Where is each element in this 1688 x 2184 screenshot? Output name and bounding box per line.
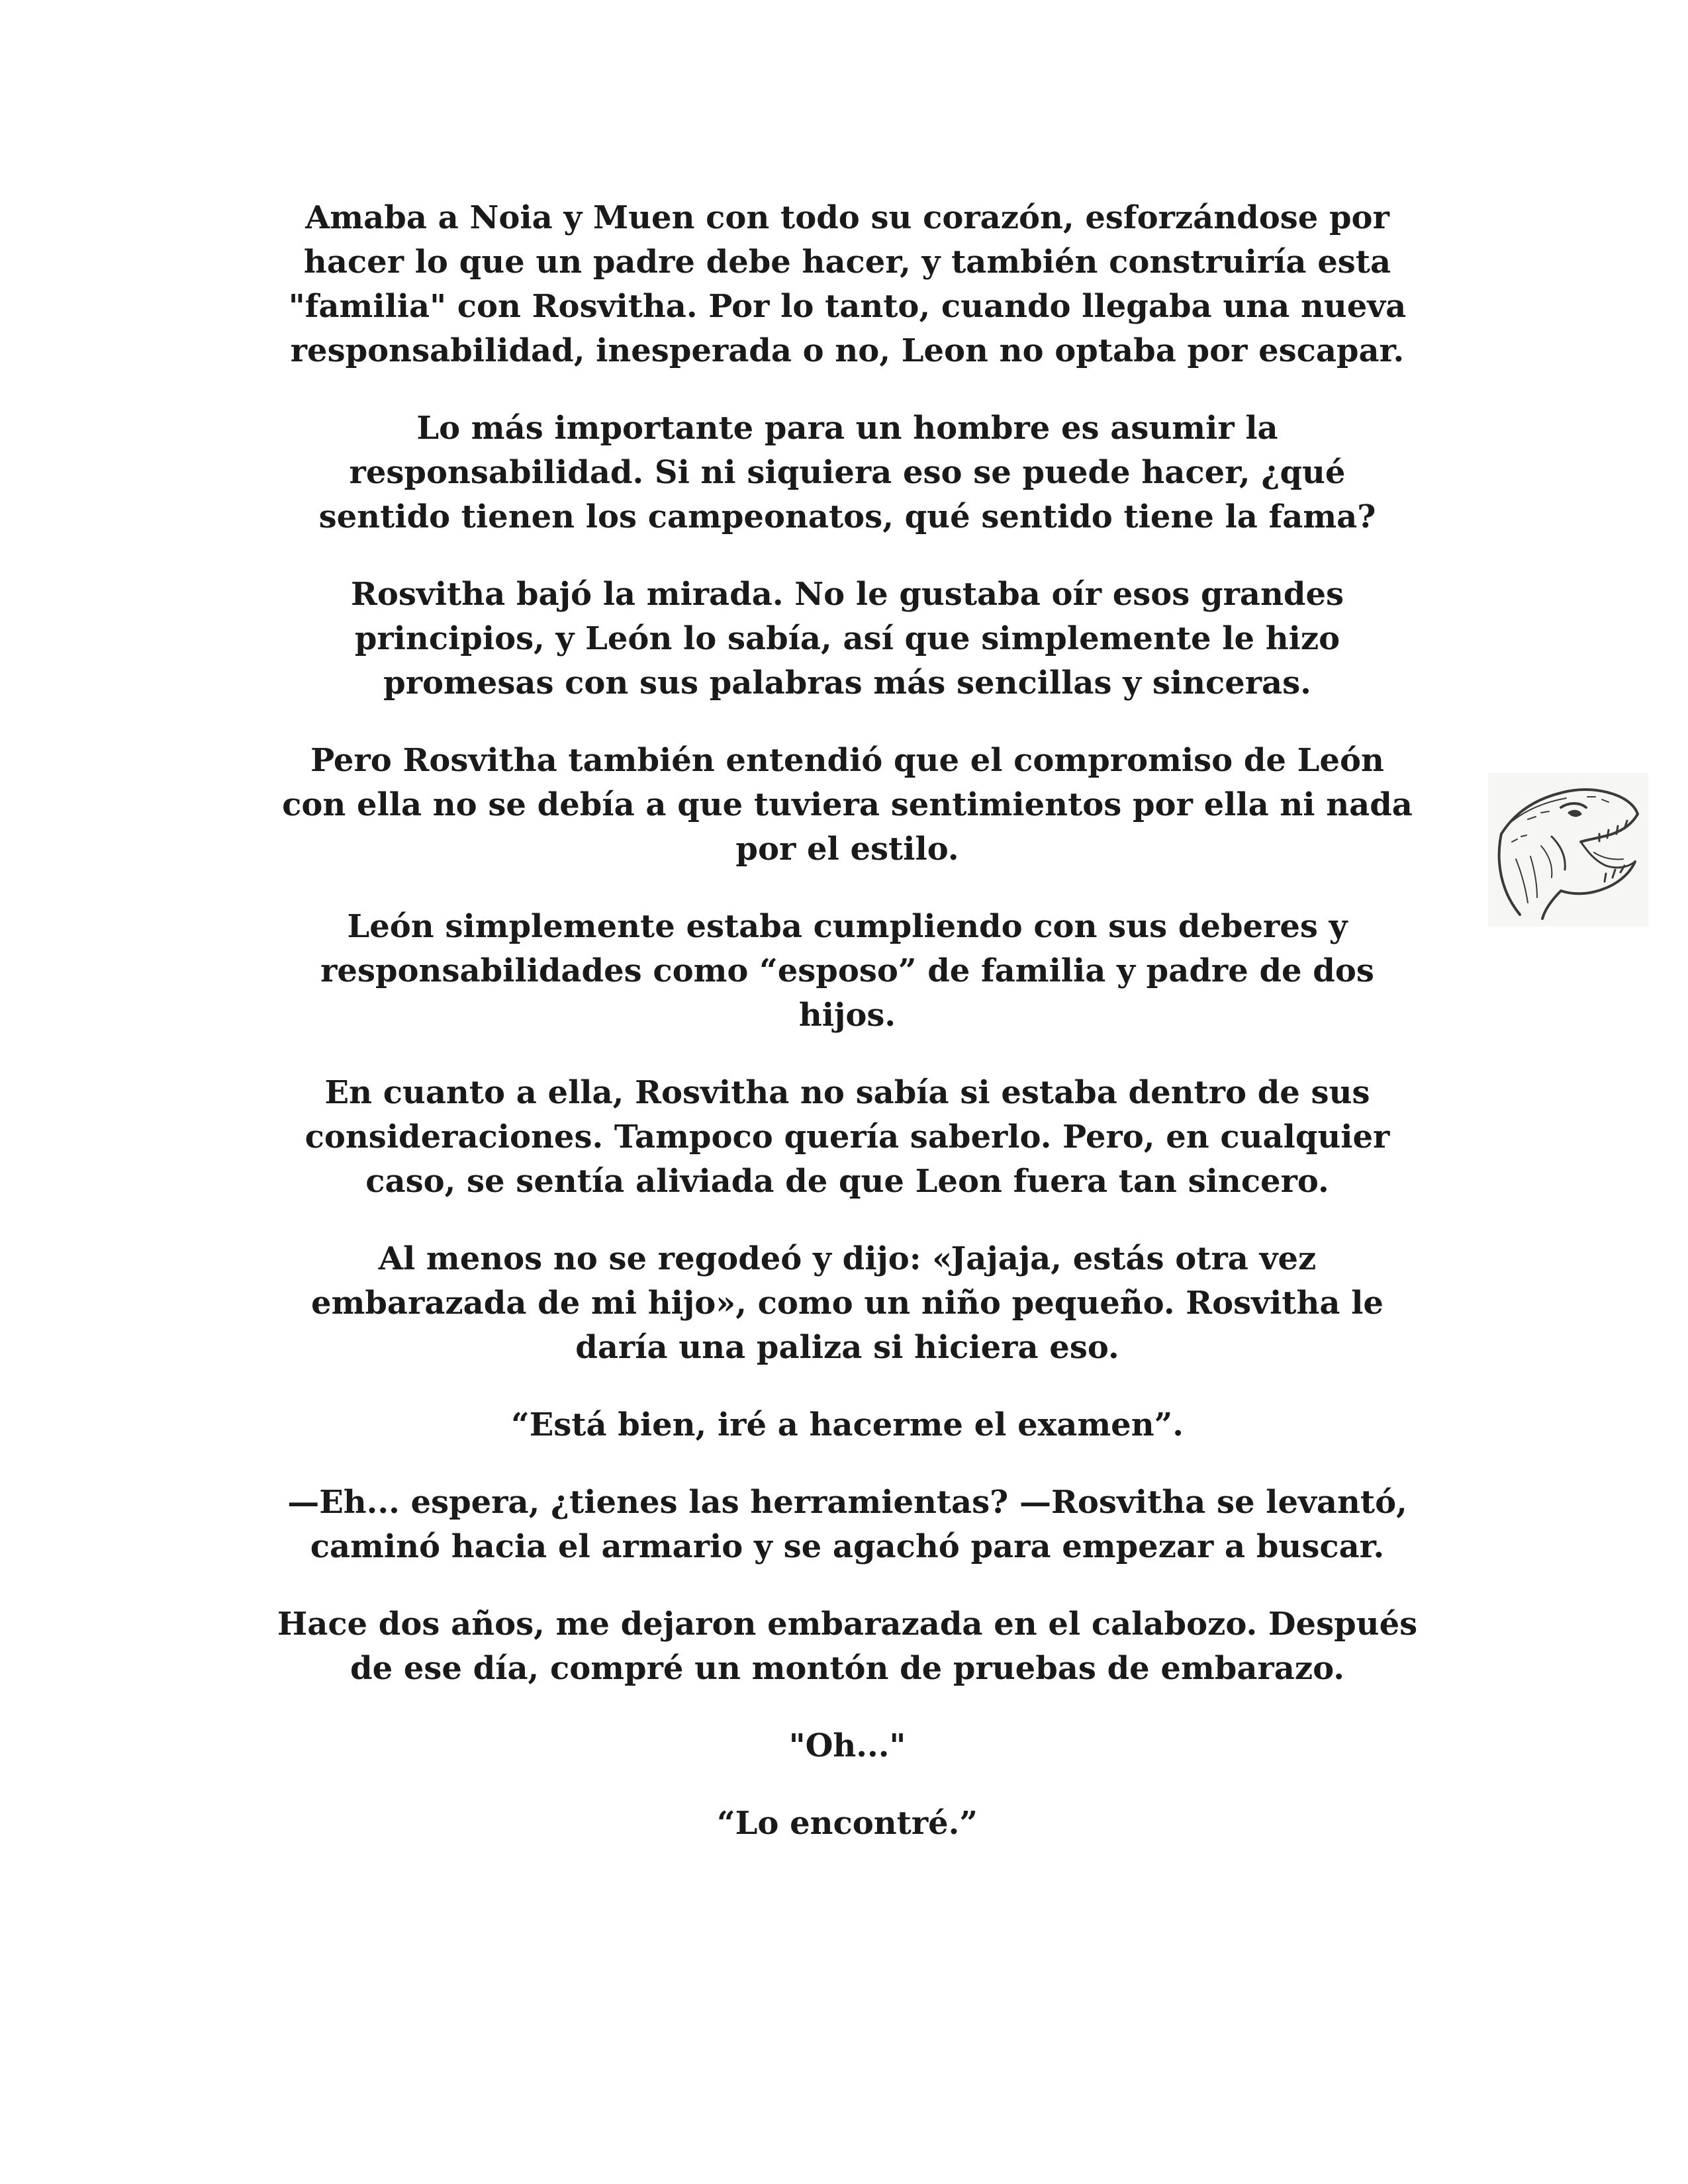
text-line: En cuanto a ella, Rosvitha no sabía si estaba dentro de sus [324, 1074, 1370, 1111]
text-line: Amaba a Noia y Muen con todo su corazón, esforzándose por [305, 199, 1389, 236]
text-line: Al menos no se regodeó y dijo: «Jajaja, estás otra vez [378, 1240, 1317, 1277]
paragraph-7 [218, 1237, 1476, 1370]
paragraph-2 [218, 406, 1476, 539]
text-line: León simplemente estaba cumpliendo con sus deberes y [347, 908, 1348, 945]
story-text [218, 196, 1476, 1879]
text-line: “Lo encontré.” [717, 1805, 978, 1842]
paragraph-11 [218, 1724, 1476, 1768]
text-line: caso, se sentía aliviada de que Leon fuera tan sincero. [365, 1163, 1329, 1200]
text-line: responsabilidad, inesperada o no, Leon no optaba por escapar. [290, 332, 1405, 369]
text-line: consideraciones. Tampoco quería saberlo. Pero, en cualquier [305, 1118, 1390, 1156]
paragraph-1 [218, 196, 1476, 373]
text-line: Pero Rosvitha también entendió que el compromiso de León [310, 742, 1384, 779]
paragraph-8 [218, 1403, 1476, 1447]
text-line: hijos. [798, 997, 896, 1034]
text-line: Hace dos años, me dejaron embarazada en el calabozo. Después [277, 1606, 1418, 1643]
text-line: sentido tienen los campeonatos, qué sentido tiene la fama? [318, 498, 1376, 535]
paragraph-3 [218, 572, 1476, 705]
paragraph-10 [218, 1602, 1476, 1691]
text-line: "Oh..." [788, 1727, 906, 1764]
text-line: Rosvitha bajó la mirada. No le gustaba oír esos grandes [351, 576, 1344, 613]
dinosaur-head-sketch-icon [1488, 773, 1648, 927]
text-line: responsabilidad. Si ni siquiera eso se puede hacer, ¿qué [349, 454, 1346, 491]
text-line: de ese día, compré un montón de pruebas de embarazo. [350, 1650, 1344, 1687]
text-line: por el estilo. [735, 831, 959, 868]
text-line: daría una paliza si hiciera eso. [575, 1329, 1119, 1366]
text-line: Lo más importante para un hombre es asumir la [416, 410, 1278, 447]
paragraph-4 [218, 739, 1476, 872]
text-line: hacer lo que un padre debe hacer, y también construiría esta [303, 244, 1391, 281]
text-line: con ella no se debía a que tuviera sentimientos por ella ni nada [282, 786, 1413, 823]
text-line: responsabilidades como “esposo” de familia y padre de dos [320, 952, 1374, 989]
text-line: —Eh... espera, ¿tienes las herramientas? —Rosvitha se levantó, [287, 1484, 1407, 1521]
paragraph-5 [218, 905, 1476, 1038]
paragraph-6 [218, 1071, 1476, 1204]
text-line: promesas con sus palabras más sencillas y sinceras. [383, 664, 1311, 702]
text-line: principios, y León lo sabía, así que simplemente le hizo [354, 620, 1340, 657]
text-line: caminó hacia el armario y se agachó para empezar a buscar. [310, 1528, 1385, 1565]
text-line: embarazada de mi hijo», como un niño pequeño. Rosvitha le [311, 1285, 1383, 1322]
paragraph-12 [218, 1801, 1476, 1846]
text-line: "familia" con Rosvitha. Por lo tanto, cuando llegaba una nueva [288, 288, 1407, 325]
paragraph-9 [218, 1480, 1476, 1569]
text-line: “Está bien, iré a hacerme el examen”. [511, 1406, 1184, 1443]
